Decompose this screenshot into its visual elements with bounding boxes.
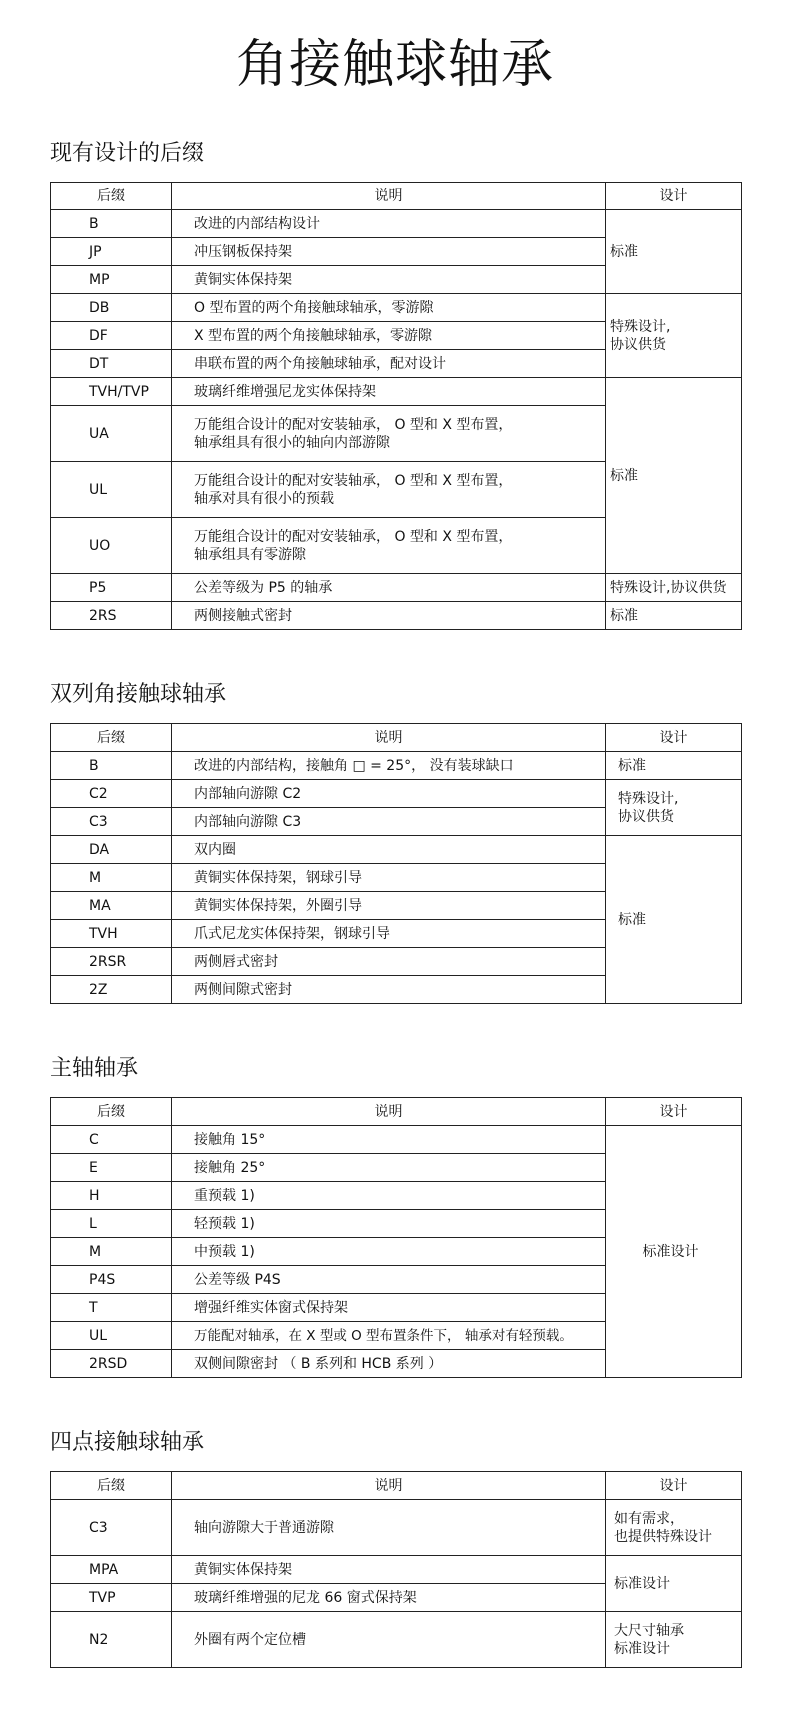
design-cell: 标准 [606, 836, 742, 1004]
suffix-cell: T [51, 1294, 172, 1322]
suffix-cell: UO [51, 518, 172, 574]
design-line: 如有需求， [614, 1510, 684, 1527]
header-design: 设计 [606, 183, 742, 210]
suffix-cell: DF [51, 322, 172, 350]
suffix-cell: C3 [51, 808, 172, 836]
suffix-cell: UL [51, 462, 172, 518]
description-cell: 改进的内部结构，接触角 □ = 25°， 没有装球缺口 [172, 752, 606, 780]
header-suffix: 后缀 [51, 183, 172, 210]
suffix-cell: M [51, 1238, 172, 1266]
suffix-cell: C [51, 1126, 172, 1154]
table-row [51, 1126, 742, 1154]
suffix-cell: B [51, 752, 172, 780]
description-line: 轴承组具有零游隙 [194, 546, 306, 563]
suffix-cell: JP [51, 238, 172, 266]
table-row [51, 294, 742, 322]
suffix-cell: P4S [51, 1266, 172, 1294]
description-cell: 改进的内部结构设计 [172, 210, 606, 238]
description-cell: 两侧唇式密封 [172, 948, 606, 976]
suffix-cell: TVH/TVP [51, 378, 172, 406]
suffix-cell: B [51, 210, 172, 238]
description-cell: 黄铜实体保持架，钢球引导 [172, 864, 606, 892]
design-cell [606, 1612, 742, 1668]
table-row [51, 780, 742, 808]
header-suffix: 后缀 [51, 1098, 172, 1126]
suffix-cell: MA [51, 892, 172, 920]
table-row [51, 210, 742, 238]
table-row [51, 1556, 742, 1584]
description-line: 轴承对具有很小的预载 [194, 490, 334, 507]
description-cell: 双内圈 [172, 836, 606, 864]
description-cell: 公差等级为 P5 的轴承 [172, 574, 606, 602]
suffix-cell: 2Z [51, 976, 172, 1004]
description-cell: 外圈有两个定位槽 [172, 1612, 606, 1668]
header-design: 设计 [606, 724, 742, 752]
description-line: 万能组合设计的配对安装轴承， O 型和 X 型布置， [194, 416, 513, 433]
table-existing-suffixes [50, 182, 742, 630]
suffix-cell: C3 [51, 1500, 172, 1556]
design-cell: 标准 [606, 210, 742, 294]
suffix-cell: TVP [51, 1584, 172, 1612]
table-header-row [51, 1098, 742, 1126]
table-row [51, 1500, 742, 1556]
header-description: 说明 [172, 183, 606, 210]
description-cell: X 型布置的两个角接触球轴承，零游隙 [172, 322, 606, 350]
table-header-row [51, 183, 742, 210]
description-cell: 黄铜实体保持架 [172, 266, 606, 294]
description-cell: 接触角 15° [172, 1126, 606, 1154]
description-cell [172, 462, 606, 518]
suffix-cell: M [51, 864, 172, 892]
description-cell: 中预载 1) [172, 1238, 606, 1266]
description-cell: 公差等级 P4S [172, 1266, 606, 1294]
section-title-existing-suffixes: 现有设计的后缀 [50, 141, 205, 166]
description-cell [172, 518, 606, 574]
table-row [51, 378, 742, 406]
description-cell: 冲压钢板保持架 [172, 238, 606, 266]
description-cell: 接触角 25° [172, 1154, 606, 1182]
description-cell: 两侧接触式密封 [172, 602, 606, 630]
suffix-cell: DT [51, 350, 172, 378]
description-cell: 玻璃纤维增强尼龙实体保持架 [172, 378, 606, 406]
design-line: 特殊设计, [618, 790, 679, 807]
table-four-point [50, 1471, 742, 1668]
table-row [51, 1612, 742, 1668]
design-line: 大尺寸轴承 [614, 1622, 684, 1639]
design-cell: 标准设计 [606, 1556, 742, 1612]
description-cell: 串联布置的两个角接触球轴承，配对设计 [172, 350, 606, 378]
suffix-cell: TVH [51, 920, 172, 948]
suffix-cell: DA [51, 836, 172, 864]
description-cell: 双侧间隙密封 （ B 系列和 HCB 系列 ） [172, 1350, 606, 1378]
suffix-cell: 2RS [51, 602, 172, 630]
header-description: 说明 [172, 1472, 606, 1500]
suffix-cell: H [51, 1182, 172, 1210]
description-cell: 轴向游隙大于普通游隙 [172, 1500, 606, 1556]
description-line: 轴承组具有很小的轴向内部游隙 [194, 434, 390, 451]
description-cell: 爪式尼龙实体保持架，钢球引导 [172, 920, 606, 948]
suffix-cell: 2RSR [51, 948, 172, 976]
header-description: 说明 [172, 1098, 606, 1126]
design-line: 标准设计 [614, 1640, 670, 1657]
header-suffix: 后缀 [51, 724, 172, 752]
table-spindle [50, 1097, 742, 1378]
suffix-cell: N2 [51, 1612, 172, 1668]
header-suffix: 后缀 [51, 1472, 172, 1500]
design-line: 协议供货 [618, 808, 674, 825]
section-title-four-point: 四点接触球轴承 [50, 1430, 205, 1455]
table-double-row [50, 723, 742, 1004]
section-title-double-row: 双列角接触球轴承 [50, 682, 227, 707]
description-cell: 玻璃纤维增强的尼龙 66 窗式保持架 [172, 1584, 606, 1612]
description-line: 万能组合设计的配对安装轴承， O 型和 X 型布置， [194, 528, 513, 545]
design-cell: 标准 [606, 752, 742, 780]
suffix-cell: E [51, 1154, 172, 1182]
suffix-cell: L [51, 1210, 172, 1238]
description-cell: 内部轴向游隙 C3 [172, 808, 606, 836]
suffix-cell: UL [51, 1322, 172, 1350]
suffix-cell: MPA [51, 1556, 172, 1584]
description-cell: 轻预载 1) [172, 1210, 606, 1238]
table-row [51, 574, 742, 602]
suffix-cell: P5 [51, 574, 172, 602]
design-line: 协议供货 [610, 336, 666, 353]
suffix-cell: C2 [51, 780, 172, 808]
design-cell: 标准 [606, 378, 742, 574]
suffix-cell: DB [51, 294, 172, 322]
description-cell [172, 406, 606, 462]
design-cell: 标准设计 [606, 1126, 742, 1378]
table-row [51, 836, 742, 864]
description-cell: 两侧间隙式密封 [172, 976, 606, 1004]
design-line: 特殊设计, [610, 318, 671, 335]
design-line: 也提供特殊设计 [614, 1528, 712, 1545]
description-cell: 内部轴向游隙 C2 [172, 780, 606, 808]
description-cell: O 型布置的两个角接触球轴承，零游隙 [172, 294, 606, 322]
description-cell: 万能配对轴承，在 X 型或 O 型布置条件下， 轴承对有轻预载。 [172, 1322, 606, 1350]
design-cell: 特殊设计,协议供货 [606, 574, 742, 602]
description-cell: 重预载 1) [172, 1182, 606, 1210]
section-title-spindle: 主轴轴承 [50, 1056, 139, 1081]
suffix-cell: UA [51, 406, 172, 462]
table-header-row [51, 724, 742, 752]
description-line: 万能组合设计的配对安装轴承， O 型和 X 型布置， [194, 472, 513, 489]
header-design: 设计 [606, 1472, 742, 1500]
design-cell [606, 294, 742, 378]
description-cell: 黄铜实体保持架，外圈引导 [172, 892, 606, 920]
table-row [51, 752, 742, 780]
suffix-cell: 2RSD [51, 1350, 172, 1378]
design-cell [606, 780, 742, 836]
description-cell: 黄铜实体保持架 [172, 1556, 606, 1584]
design-cell: 标准 [606, 602, 742, 630]
table-row [51, 602, 742, 630]
header-description: 说明 [172, 724, 606, 752]
header-design: 设计 [606, 1098, 742, 1126]
suffix-cell: MP [51, 266, 172, 294]
design-cell [606, 1500, 742, 1556]
table-header-row [51, 1472, 742, 1500]
description-cell: 增强纤维实体窗式保持架 [172, 1294, 606, 1322]
page-title: 角接触球轴承 [235, 35, 554, 95]
